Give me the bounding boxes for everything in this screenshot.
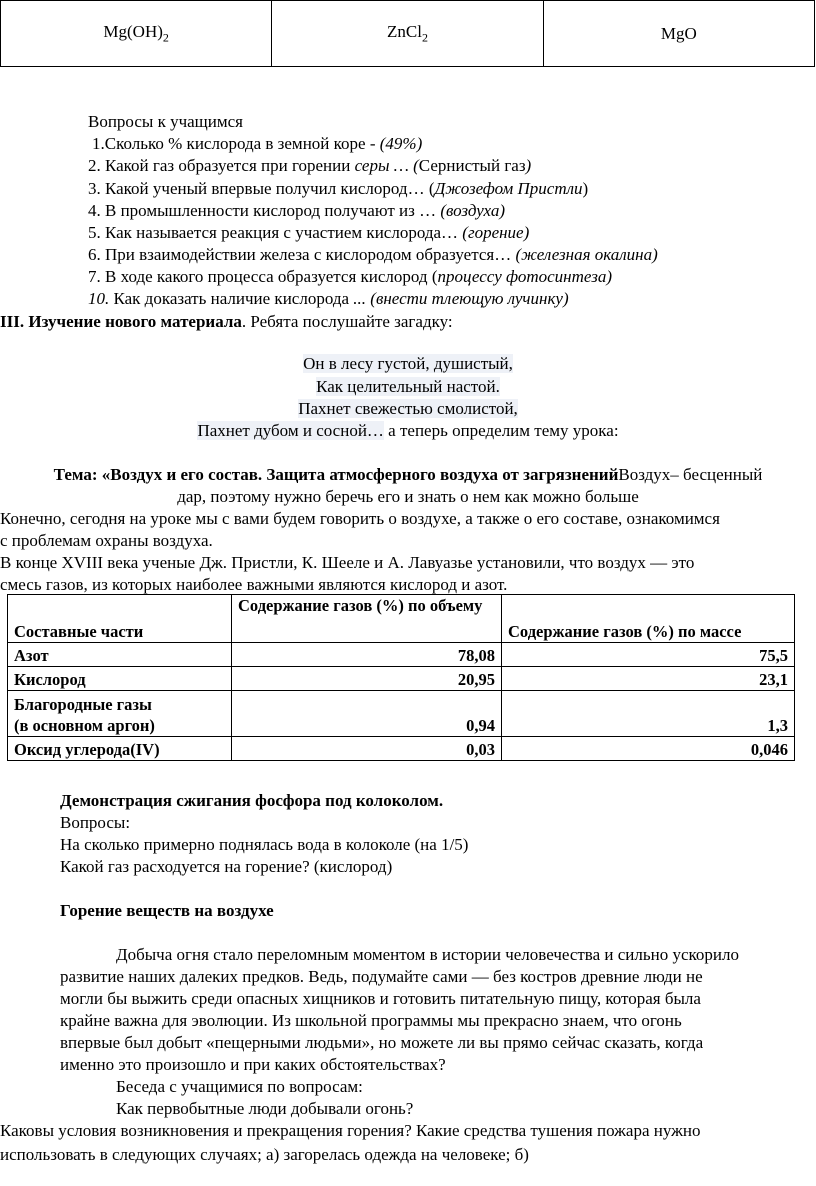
formula-table [0, 0, 815, 67]
row-name: Азот [8, 643, 232, 667]
header-components: Составные части [8, 595, 232, 643]
intro-line-4: смесь газов, из которых наиболее важными являются кислород и азот. [0, 575, 508, 594]
air-composition-table [7, 594, 795, 761]
row-volume: 0,94 [232, 691, 502, 737]
table-row [8, 643, 795, 667]
questions-title: Вопросы к учащимся [88, 112, 243, 131]
row-name: Оксид углерода(IV) [8, 737, 232, 761]
talk-question: Как первобытные люди добывали огонь? [116, 1099, 414, 1118]
question-1: 1.Сколько % кислорода в земной коре - (49%) [92, 134, 423, 153]
formula-cell-zncl2: ZnCl$_2$ [272, 1, 543, 67]
table-row [8, 737, 795, 761]
header-mass: Содержание газов (%) по массе [502, 595, 795, 643]
riddle-line-4: Пахнет дубом и сосной… а теперь определим тему урока: [197, 421, 619, 440]
row-mass: 1,3 [502, 691, 795, 737]
row-volume: 20,95 [232, 667, 502, 691]
final-line-1: Каковы условия возникновения и прекращения горения? Какие средства тушения пожара нужно [0, 1121, 701, 1140]
section-3-heading: III. Изучение нового материала. Ребята послушайте загадку: [0, 312, 453, 331]
burning-paragraph-line: крайне важна для эволюции. Из школьной программы мы прекрасно знаем, что огонь [60, 1011, 682, 1030]
burning-paragraph-line: Добыча огня стало переломным моментом в истории человечества и сильно ускорило [116, 945, 740, 964]
row-mass: 0,046 [502, 737, 795, 761]
table-row [8, 691, 795, 737]
burning-paragraph-line: развитие наших далеких предков. Ведь, подумайте сами — без костров древние люди не [60, 967, 703, 986]
question-4: 4. В промышленности кислород получают из … (воздуха) [88, 201, 506, 220]
demo-question-2: Какой газ расходуется на горение? (кислород) [60, 857, 393, 876]
question-2: 2. Какой газ образуется при горении серы … (Сернистый газ) [88, 156, 532, 175]
demo-title: Демонстрация сжигания фосфора под колоколом. [60, 791, 444, 810]
lesson-topic-line-2: дар, поэтому нужно беречь его и знать о нем как можно больше [177, 487, 639, 506]
question-7: 7. В ходе какого процесса образуется кислород (процессу фотосинтеза) [88, 267, 612, 286]
row-name: Благородные газы (в основном аргон) [8, 691, 232, 737]
header-volume: Содержание газов (%) по объему [232, 595, 502, 643]
demo-question-1: На сколько примерно поднялась вода в колоколе (на 1/5) [60, 835, 469, 854]
final-line-2: использовать в следующих случаях; а) загорелась одежда на человеке; б) [0, 1145, 529, 1164]
burning-title: Горение веществ на воздухе [60, 901, 274, 920]
formula-cell-mgo: MgO [543, 1, 814, 67]
row-mass: 23,1 [502, 667, 795, 691]
question-6: 6. При взаимодействии железа с кислородом образуется… (железная окалина) [88, 245, 658, 264]
demo-questions-label: Вопросы: [60, 813, 131, 832]
row-volume: 0,03 [232, 737, 502, 761]
riddle-line-3: Пахнет свежестью смолистой, [298, 399, 518, 418]
question-3: 3. Какой ученый впервые получил кислород… (Джозефом Пристли) [88, 179, 589, 198]
row-name: Кислород [8, 667, 232, 691]
table-header-row [8, 595, 795, 643]
formula-cell-mgoh2: $Mg(OH)_2$ [1, 1, 272, 67]
row-mass: 75,5 [502, 643, 795, 667]
burning-paragraph-line: могли бы выжить среди опасных хищников и готовить питательную пищу, которая была [60, 989, 701, 1008]
question-5: 5. Как называется реакция с участием кислорода… (горение) [88, 223, 530, 242]
row-volume: 78,08 [232, 643, 502, 667]
talk-intro: Беседа с учащимися по вопросам: [116, 1077, 363, 1096]
question-10: 10. Как доказать наличие кислорода ... (внести тлеющую лучинку) [88, 289, 569, 308]
riddle-line-2: Как целительный настой. [316, 377, 500, 396]
lesson-topic: Тема: «Воздух и его состав. Защита атмосферного воздуха от загрязненийВоздух– бесценный [53, 465, 763, 484]
burning-paragraph-line: именно это произошло и при каких обстоятельствах? [60, 1055, 446, 1074]
table-row [8, 667, 795, 691]
intro-line-1: Конечно, сегодня на уроке мы с вами будем говорить о воздухе, а также о его составе, ознакомимся [0, 509, 720, 528]
riddle-line-1: Он в лесу густой, душистый, [303, 354, 513, 373]
burning-paragraph-line: впервые был добыт «пещерными людьми», но можете ли вы прямо сейчас сказать, когда [60, 1033, 704, 1052]
intro-line-2: с проблемам охраны воздуха. [0, 531, 213, 550]
intro-line-3: В конце XVIII века ученые Дж. Пристли, К. Шееле и А. Лавуазье установили, что воздух — это [0, 553, 695, 572]
